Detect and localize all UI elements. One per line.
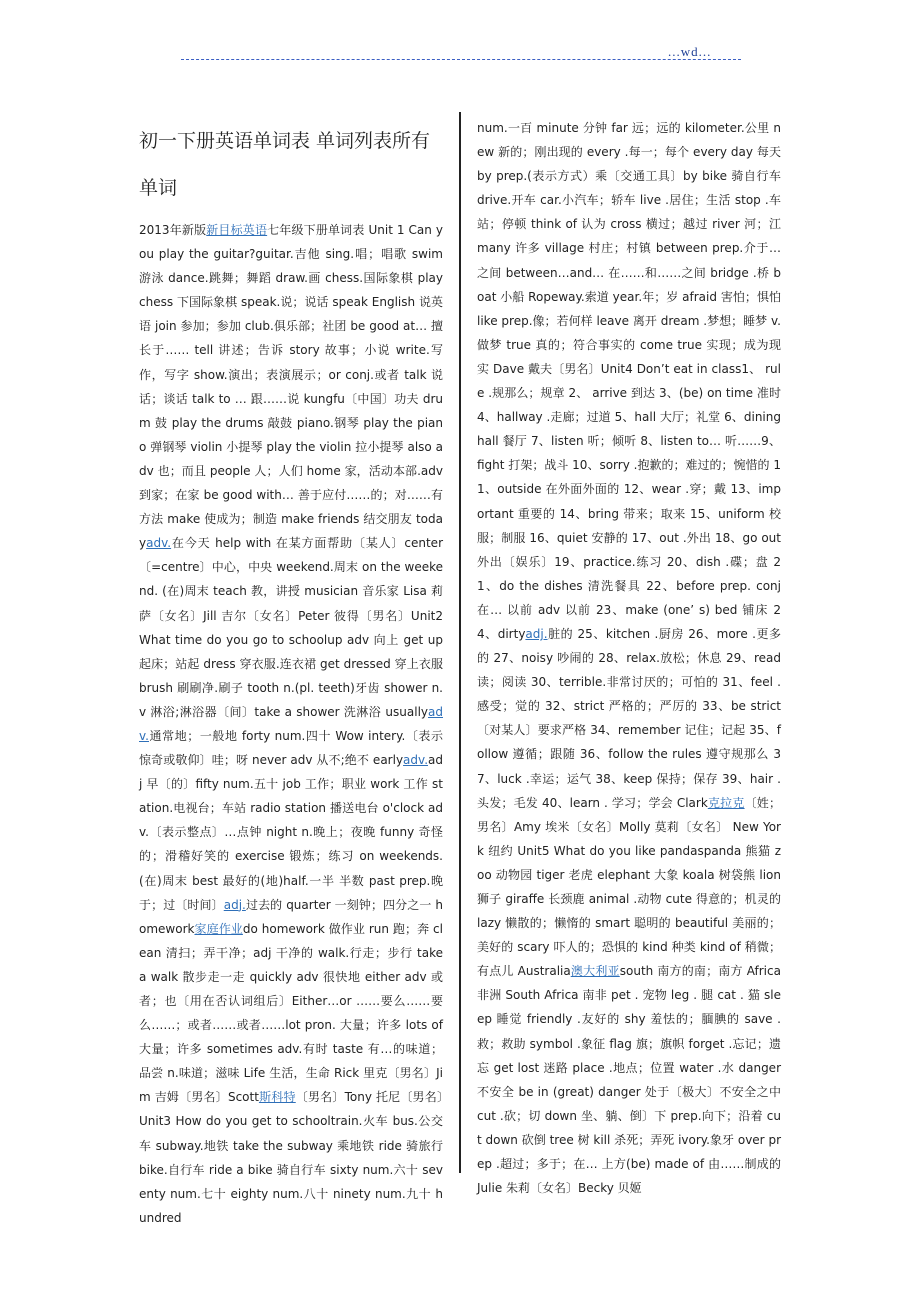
text-run: do homework 做作业 run 跑；奔 clean 清扫；弄干净；adj 干净的 walk.行走；步行 take a walk 散步走一走 quickly adv 很快地 either adv 或者；也〔用在否认词组后〕Either…or ……要么……要么……；或者……或者……lot pron. 大量；许多 lots of 大量；许多 sometimes adv.有时 taste 有…的味道；品尝 n.味道；滋味 Life 生活，生命 Rick 里克〔男名〕Jim 吉姆〔男名〕Scott <box>139 921 443 1105</box>
text-run: 〔男名〕Tony 托尼〔男名〕Unit3 How do you get to schooltrain.火车 bus.公交车 subway.地铁 take the subway 乘地铁 ride 骑旅行 bike.自行车 ride a bike 骑自行车 sixty num.六十 seventy num.七十 eighty num.八十 ninety num.九十 hundred <box>139 1090 443 1225</box>
right-column <box>477 116 781 1200</box>
hyperlink[interactable]: 新目标英语 <box>206 223 268 237</box>
left-column <box>139 118 443 1230</box>
text-run: 通常地；一般地 forty num.四十 Wow intery.〔表示惊奇或敬仰〕哇；呀 never adv 从不;绝不 early <box>139 728 443 768</box>
column-divider <box>459 112 461 1173</box>
text-run: 脏的 25、kitchen .厨房 26、more .更多的 27、noisy 吵闹的 28、relax.放松；休息 29、read 读；阅读 30、terrible.非常讨厌的；可怕的 31、feel .感受；觉的 32、strict 严格的；严厉的 33、be strict 〔对某人〕要求严格 34、remember 记住；记起 35、follow 遵循；跟随 36、follow the rules 遵守规那么 37、luck .幸运；运气 38、keep 保持；保存 39、hair .头发；毛发 40、learn . 学习；学会 Clark <box>477 626 781 810</box>
hyperlink[interactable]: adv. <box>146 536 172 551</box>
header-dashed-rule <box>181 59 741 60</box>
hyperlink[interactable]: 澳大利亚 <box>570 964 620 979</box>
text-run: 七年级下册单词表 Unit 1 Can you play the guitar?guitar.吉他 sing.唱；唱歌 swim 游泳 dance.跳舞；舞蹈 draw.画 chess.国际象棋 play chess 下国际象棋 speak.说；说话 speak English 说英语 join 参加；参加 club.俱乐部；社团 be good at… 擅长于…… tell 讲述；告诉 story 故事；小说 write.写作，写字 show.演出；表演展示；or conj.或者 talk 说话；谈话 talk to … 跟……说 kungfu〔中国〕功夫 drum 鼓 play the drums 敲鼓 piano.钢琴 play the piano 弹钢琴 violin 小提琴 play the violin 拉小提琴 also adv 也；而且 people 人；人们 home 家，活动本部.adv 到家；在家 be good with… 善于应付……的；对……有方法 make 使成为；制造 make friends 结交朋友 today <box>139 223 443 551</box>
hyperlink[interactable]: adv. <box>139 704 443 743</box>
hyperlink[interactable]: 克拉克 <box>707 795 745 810</box>
text-run: adj 早〔的〕fifty num.五十 job 工作；职业 work 工作 station.电视台；车站 radio station 播送电台 o'clock adv.〔表示整点〕…点钟 night n.晚上；夜晚 funny 奇怪的；滑稽好笑的 exercise 锻炼；练习 on weekends. (在)周末 best 最好的(地)half.一半 半数 past prep.晚于；过〔时间〕 <box>139 753 443 912</box>
text-run: 〔姓；男名〕Amy 埃米〔女名〕Molly 莫莉〔女名〕 New York 纽约 Unit5 What do you like pandaspanda 熊猫 zoo 动物园 tiger 老虎 elephant 大象 koala 树袋熊 lion 狮子 giraffe 长颈鹿 animal .动物 cute 得意的；机灵的 lazy 懒散的；懒惰的 smart 聪明的 beautiful 美丽的；美好的 scary 吓人的；恐惧的 kind 种类 kind of 稍微；有点儿 Australia <box>477 795 781 979</box>
hyperlink[interactable]: 斯科特 <box>258 1090 296 1105</box>
left-column-text <box>139 218 443 1230</box>
header-mark: ...wd... <box>668 44 712 59</box>
text-run: south 南方的南；南方 Africa 非洲 South Africa 南非 pet . 宠物 leg . 腿 cat . 猫 sleep 睡觉 friendly .友好的 shy 羞怯的；腼腆的 save .救；救助 symbol .象征 flag 旗；旗帜 forget .忘记；遗忘 get lost 迷路 place .地点；位置 water .水 danger 不安全 be in (great) danger 处于〔极大〕不安全之中 cut .砍；切 down 坐、躺、倒〕下 prep.向下；沿着 cut down 砍倒 tree 树 kill 杀死；弄死 ivory.象牙 over prep .超过；多于；在… 上方(be) made of 由……制成的 Julie 朱莉〔女名〕Becky 贝姬 <box>477 964 781 1196</box>
document-title: 初一下册英语单词表 单词列表所有单词 <box>139 130 431 199</box>
hyperlink[interactable]: 家庭作业 <box>194 921 243 936</box>
text-run: 过去的 quarter 一刻钟；四分之一 homework <box>139 897 443 936</box>
hyperlink[interactable]: adj. <box>525 626 548 641</box>
text-run: 2013年新版 <box>139 223 207 237</box>
hyperlink[interactable]: adv. <box>403 753 429 768</box>
right-column-text <box>477 116 781 1200</box>
text-run: 在今天 help with 在某方面帮助〔某人〕center〔=centre〕中心，中央 weekend.周末 on the weekend. (在)周末 teach 教，讲授 musician 音乐家 Lisa 莉萨〔女名〕Jill 吉尔〔女名〕Peter 彼得〔男名〕Unit2 What time do you go to schoolup adv 向上 get up 起床；站起 dress 穿衣服.连衣裙 get dressed 穿上衣服 brush 刷刷净.刷子 tooth n.(pl. teeth)牙齿 shower n.v 淋浴;淋浴器〔间〕take a shower 洗淋浴 usually <box>139 536 443 719</box>
text-run: num.一百 minute 分钟 far 远；远的 kilometer.公里 new 新的；刚出现的 every .每一；每个 every day 每天 by prep.(表示方式）乘〔交通工具〕by bike 骑自行车 drive.开车 car.小汽车；轿车 live .居住；生活 stop .车站；停顿 think of 认为 cross 横过；越过 river 河；江 many 许多 village 村庄；村镇 between prep.介于…之间 between…and… 在……和……之间 bridge .桥 boat 小船 Ropeway.索道 year.年；岁 afraid 害怕；惧怕 like prep.像；若何样 leave 离开 dream .梦想；睡梦 v.做梦 true 真的；符合事实的 come true 实现；成为现实 Dave 戴夫〔男名〕Unit4 Don’t eat in class1、 rule .规那么；规章 2、 arrive 到达 3、(be) on time 准时 4、hallway .走廊；过道 5、hall 大厅；礼堂 6、dining hall 餐厅 7、listen 听；倾听 8、listen to… 听……9、fight 打架；战斗 10、sorry .抱歉的；难过的；惋惜的 11、outside 在外面外面的 12、wear .穿；戴 13、important 重要的 14、bring 带来；取来 15、uniform 校服；制服 16、quiet 安静的 17、out .外出 18、go out 外出〔娱乐〕19、practice.练习 20、dish .碟；盘 21、do the dishes 清洗餐具 22、before prep. conj 在… 以前 adv 以前 23、make (one’ s) bed 铺床 24、dirty <box>477 121 781 641</box>
hyperlink[interactable]: adj. <box>223 897 246 912</box>
